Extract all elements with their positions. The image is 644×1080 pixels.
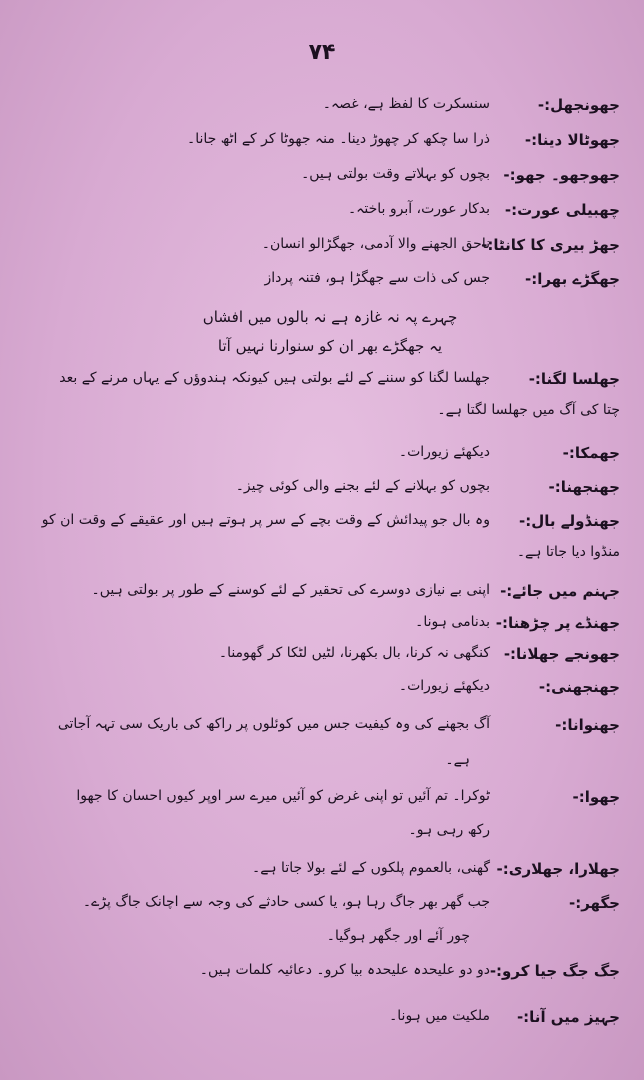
entry-term: جھنجھنی:- bbox=[538, 678, 620, 696]
entry-definition: ناحق الجھنے والا آدمی، جھگڑالو انسان۔ bbox=[261, 236, 490, 252]
entry-definition: بچوں کو بہلاتے وقت بولتی ہیں۔ bbox=[301, 166, 490, 182]
entry-term: جھوا:- bbox=[572, 788, 620, 806]
dictionary-entry bbox=[24, 716, 620, 778]
entry-definition: اپنی بے نیازی دوسرے کی تحقیر کے لئے کوسنے کے طور پر بولتی ہیں۔ bbox=[91, 582, 490, 598]
entry-term: جھلارا، جھلاری:- bbox=[496, 860, 620, 878]
entry-term: جھلسا لگنا:- bbox=[528, 370, 620, 388]
entry-term: چھبیلی عورت:- bbox=[504, 201, 620, 219]
verse-line: یہ جھگڑے بھر ان کو سنوارنا نہیں آتا bbox=[217, 337, 443, 355]
dictionary-entry bbox=[24, 370, 620, 430]
dictionary-entry bbox=[24, 512, 620, 572]
entry-term: جگ جگ جیا کرو:- bbox=[489, 962, 620, 980]
entry-continuation: منڈوا دیا جاتا ہے۔ bbox=[516, 544, 620, 560]
entry-definition: وہ بال جو پیدائش کے وقت بچے کے سر پر ہوتے ہیں اور عقیقے کے وقت ان کو bbox=[41, 512, 490, 528]
entry-term: جھوٹالا دینا:- bbox=[524, 131, 620, 149]
dictionary-entry bbox=[24, 444, 620, 476]
entry-definition: ملکیت میں ہونا۔ bbox=[389, 1008, 490, 1024]
entry-term: جگھر:- bbox=[569, 894, 620, 912]
entry-term: جھنڈے پر چڑھنا:- bbox=[495, 614, 620, 632]
entry-term: جھمکا:- bbox=[562, 444, 620, 462]
entry-term: جہنم میں جائے:- bbox=[500, 582, 620, 600]
entry-definition: دیکھئے زیورات۔ bbox=[398, 678, 490, 694]
dictionary-entry bbox=[24, 201, 620, 233]
dictionary-entry bbox=[24, 131, 620, 163]
entry-term: جھنوانا:- bbox=[555, 716, 620, 734]
entry-continuation: چتا کی آگ میں جھلسا لگتا ہے۔ bbox=[437, 402, 620, 418]
entry-term: جھڑ بیری کا کانٹا:- bbox=[481, 236, 620, 254]
entry-definition: بچوں کو بہلانے کے لئے بجنے والی کوئی چیز۔ bbox=[235, 478, 490, 494]
dictionary-entry bbox=[24, 860, 620, 892]
entry-term: جہیز میں آنا:- bbox=[516, 1008, 620, 1026]
dictionary-entry bbox=[24, 645, 620, 677]
entry-definition: جب گھر بھر جاگ رہا ہو، یا کسی حادثے کی وجہ سے اچانک جاگ پڑے۔ bbox=[82, 894, 490, 910]
dictionary-entry bbox=[24, 236, 620, 268]
dictionary-entry bbox=[24, 894, 620, 956]
dictionary-entry bbox=[24, 1008, 620, 1040]
dictionary-entry bbox=[24, 962, 620, 994]
entry-continuation: رکھ رہی ہو۔ bbox=[408, 822, 490, 838]
dictionary-entry bbox=[24, 166, 620, 198]
entry-definition: ٹوکرا۔ تم آئیں تو اپنی غرض کو آئیں میرے سر اوپر کیوں احسان کا جھوا bbox=[76, 788, 490, 804]
entry-definition: آگ بجھنے کی وہ کیفیت جس میں کوئلوں پر راکھ کی باریک سی تہہ آجاتی bbox=[57, 716, 490, 732]
dictionary-entry bbox=[24, 788, 620, 850]
dictionary-entry bbox=[24, 614, 620, 646]
entry-definition: کنگھی نہ کرنا، بال بکھرنا، لٹیں لٹکا کر گھومنا۔ bbox=[218, 645, 490, 661]
dictionary-entry bbox=[24, 582, 620, 614]
entry-definition: ذرا سا چکھ کر چھوڑ دینا۔ منہ جھوٹا کر کے اٹھ جانا۔ bbox=[187, 131, 490, 147]
entry-term: جھونجے جھلانا:- bbox=[503, 645, 620, 663]
entry-term: جھنڈولے بال:- bbox=[519, 512, 620, 530]
entry-term: جھوجھو۔ جھو:- bbox=[503, 166, 620, 184]
entry-definition: بدنامی ہونا۔ bbox=[415, 614, 490, 630]
entry-definition: جھلسا لگنا کو سننے کے لئے بولتی ہیں کیونکہ ہندوؤں کے یہاں مرنے کے بعد bbox=[59, 370, 490, 386]
entry-definition: گھنی، بالعموم پلکوں کے لئے بولا جاتا ہے۔ bbox=[252, 860, 490, 876]
entry-continuation: ہے۔ bbox=[445, 752, 470, 768]
page-number: ۷۴ bbox=[308, 40, 336, 65]
entry-definition: جس کی ذات سے جھگڑا ہو، فتنہ پرداز bbox=[264, 270, 490, 286]
entry-term: جھگڑے بھرا:- bbox=[524, 270, 620, 288]
verse-line: چہرے پہ نہ غازہ ہے نہ بالوں میں افشاں bbox=[202, 308, 458, 326]
entry-definition: دو دو علیحدہ علیحدہ بیا کرو۔ دعائیہ کلمات ہیں۔ bbox=[199, 962, 490, 978]
dictionary-entry bbox=[24, 678, 620, 710]
dictionary-entry bbox=[24, 96, 620, 128]
entry-definition: سنسکرت کا لفظ ہے، غصہ۔ bbox=[322, 96, 490, 112]
dictionary-entry bbox=[24, 270, 620, 302]
entry-term: جھنجھنا:- bbox=[548, 478, 620, 496]
entry-definition: بدکار عورت، آبرو باختہ۔ bbox=[347, 201, 490, 217]
entry-definition: دیکھئے زیورات۔ bbox=[398, 444, 490, 460]
entry-continuation: چور آئے اور جگھر ہوگیا۔ bbox=[326, 928, 470, 944]
entry-term: جھونجھل:- bbox=[537, 96, 620, 114]
dictionary-entry bbox=[24, 478, 620, 510]
